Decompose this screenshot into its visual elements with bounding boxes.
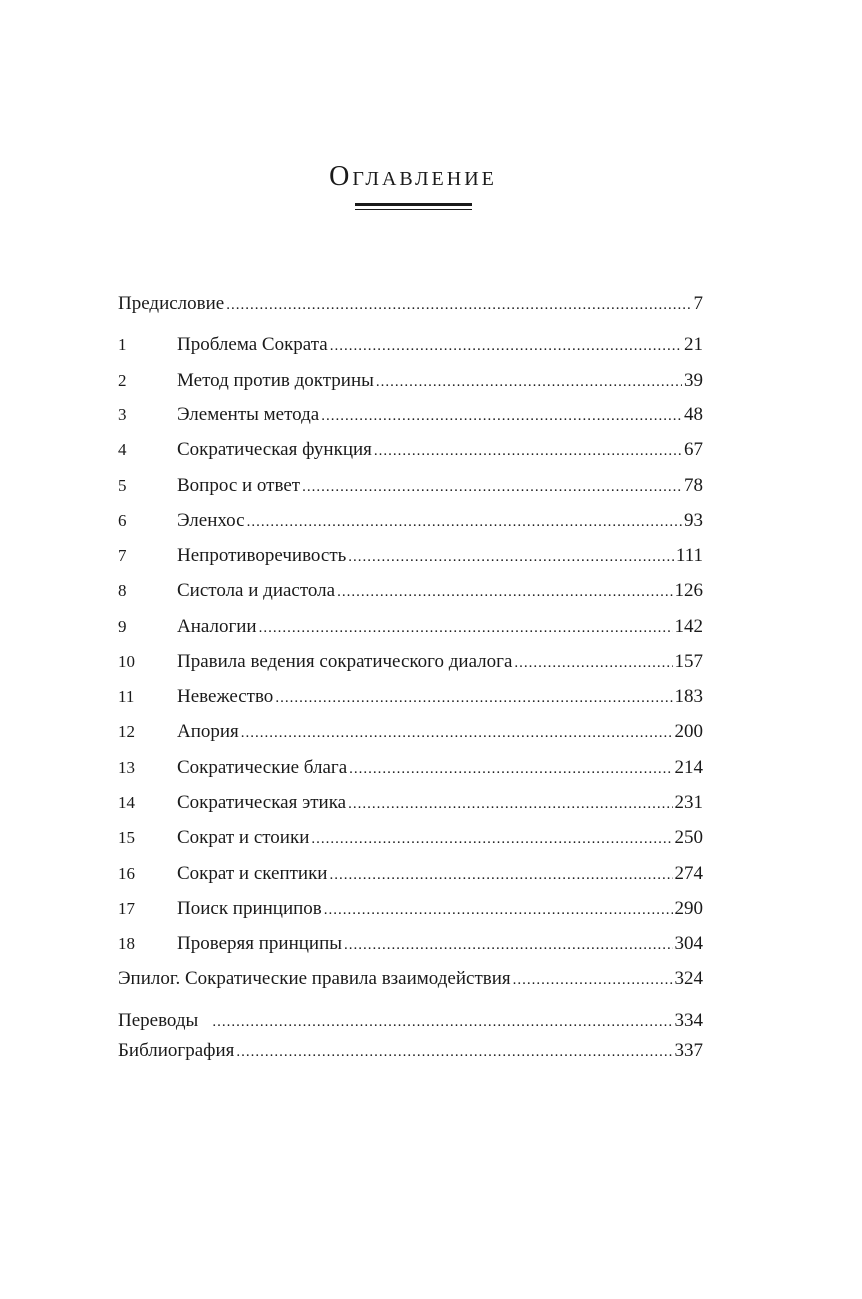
- toc-entry-page: 200: [674, 721, 703, 742]
- toc-entry-page: 304: [674, 933, 703, 954]
- toc-chapter-number: 3: [118, 405, 127, 424]
- toc-leader-dots: [337, 579, 672, 605]
- toc-leader-dots: [324, 897, 673, 923]
- toc-chapter-number: 13: [118, 758, 135, 777]
- toc-entry-title: Предисловие: [118, 293, 225, 314]
- toc-entry-title: Аналогии: [177, 616, 257, 637]
- toc-entry: [118, 368, 703, 394]
- toc-entry: [118, 931, 703, 957]
- toc-leader-dots: [311, 826, 672, 852]
- toc-chapter-number: 1: [118, 335, 127, 354]
- toc-leader-dots: [344, 932, 672, 958]
- toc-entry: [118, 543, 703, 569]
- toc-chapter-number: 14: [118, 793, 135, 812]
- toc-entry: [118, 402, 703, 428]
- toc-entry-title: Невежество: [177, 686, 274, 707]
- toc-entry: [118, 719, 703, 745]
- toc-chapter-number: 8: [118, 581, 127, 600]
- toc-entry: [118, 649, 703, 675]
- toc-entry: [118, 790, 703, 816]
- toc-entry-page: 67: [684, 439, 703, 460]
- toc-entry-title: Библиография: [118, 1040, 235, 1061]
- toc-entry-page: 334: [674, 1010, 703, 1031]
- toc-leader-dots: [348, 544, 674, 570]
- toc-entry-page: 48: [684, 404, 703, 425]
- toc-leader-dots: [513, 967, 673, 993]
- toc-entry-title: Эпилог. Сократические правила взаимодействия: [118, 968, 511, 989]
- toc-leader-dots: [212, 1009, 672, 1035]
- toc-leader-dots: [348, 791, 672, 817]
- toc-chapter-number: 10: [118, 652, 135, 671]
- toc-entry-title: Вопрос и ответ: [177, 475, 301, 496]
- page-title: Оглавление: [329, 161, 497, 192]
- toc-chapter-number: 5: [118, 476, 127, 495]
- toc-entry: [118, 896, 703, 922]
- toc-entry-page: 214: [674, 757, 703, 778]
- toc-leader-dots: [374, 438, 682, 464]
- toc-entry-page: 7: [693, 293, 703, 314]
- toc-entry-title: Апория: [177, 721, 239, 742]
- toc-leader-dots: [321, 403, 682, 429]
- toc-chapter-number: 2: [118, 371, 127, 390]
- toc-entry-title: Проверяя принципы: [177, 933, 343, 954]
- toc-leader-dots: [330, 333, 682, 359]
- toc-entry-page: 290: [674, 898, 703, 919]
- toc-chapter-number: 7: [118, 546, 127, 565]
- toc-chapter-number: 4: [118, 440, 127, 459]
- toc-leader-dots: [302, 474, 682, 500]
- toc-entry-title: Правила ведения сократического диалога: [177, 651, 513, 672]
- toc-entry: [118, 966, 703, 992]
- toc-chapter-number: 12: [118, 722, 135, 741]
- toc-entry-page: 324: [674, 968, 703, 989]
- toc-entry-title: Метод против доктрины: [177, 370, 374, 391]
- toc-entry-title: Проблема Сократа: [177, 334, 328, 355]
- toc-entry-page: 21: [684, 334, 703, 355]
- toc-entry: [118, 437, 703, 463]
- toc-entry: [118, 332, 703, 358]
- toc-entry: [118, 578, 703, 604]
- toc-entry-title: Элементы метода: [177, 404, 320, 425]
- toc-entry: [118, 861, 703, 887]
- toc-leader-dots: [241, 720, 673, 746]
- toc-leader-dots: [514, 650, 672, 676]
- toc-entry: [118, 755, 703, 781]
- toc-entry-page: 231: [674, 792, 703, 813]
- toc-entry-page: 183: [674, 686, 703, 707]
- toc-entry-page: 93: [684, 510, 703, 531]
- toc-chapter-number: 15: [118, 828, 135, 847]
- toc-chapter-number: 17: [118, 899, 135, 918]
- toc-entry-page: 274: [674, 863, 703, 884]
- toc-entry-title: Сократическая этика: [177, 792, 347, 813]
- toc-entry: [118, 1008, 703, 1034]
- toc-chapter-number: 6: [118, 511, 127, 530]
- toc-chapter-number: 16: [118, 864, 135, 883]
- toc-entry-title: Сократ и скептики: [177, 863, 328, 884]
- toc-chapter-number: 11: [118, 687, 135, 706]
- toc-entry-title: Переводы: [118, 1010, 199, 1031]
- toc-entry-title: Сократическая функция: [177, 439, 372, 460]
- toc-entry: [118, 825, 703, 851]
- toc-leader-dots: [226, 292, 691, 318]
- toc-entry-page: 250: [674, 827, 703, 848]
- toc-leader-dots: [259, 615, 673, 641]
- toc-entry-title: Непротиворечивость: [177, 545, 347, 566]
- toc-entry: [118, 1038, 703, 1064]
- toc-entry-page: 337: [674, 1040, 703, 1061]
- toc-entry: [118, 291, 703, 317]
- toc-entry: [118, 508, 703, 534]
- toc-entry-page: 142: [674, 616, 703, 637]
- toc-entry-title: Поиск принципов: [177, 898, 322, 919]
- toc-leader-dots: [275, 685, 672, 711]
- toc-entry-page: 157: [674, 651, 703, 672]
- toc-entry-title: Систола и диастола: [177, 580, 336, 601]
- toc-leader-dots: [236, 1039, 672, 1065]
- toc-leader-dots: [329, 862, 672, 888]
- toc-entry-page: 78: [684, 475, 703, 496]
- toc-entry-page: 111: [675, 545, 703, 566]
- toc-entry-title: Сократ и стоики: [177, 827, 310, 848]
- toc-entry: [118, 473, 703, 499]
- toc-entry: [118, 684, 703, 710]
- toc-chapter-number: 18: [118, 934, 135, 953]
- toc-entry-title: Сократические блага: [177, 757, 348, 778]
- toc-leader-dots: [376, 369, 682, 395]
- toc-chapter-number: 9: [118, 617, 127, 636]
- toc-entry: [118, 614, 703, 640]
- toc-leader-dots: [349, 756, 672, 782]
- toc-entry-page: 126: [674, 580, 703, 601]
- toc-leader-dots: [247, 509, 682, 535]
- toc-entry-title: Эленхос: [177, 510, 245, 531]
- toc-entry-page: 39: [684, 370, 703, 391]
